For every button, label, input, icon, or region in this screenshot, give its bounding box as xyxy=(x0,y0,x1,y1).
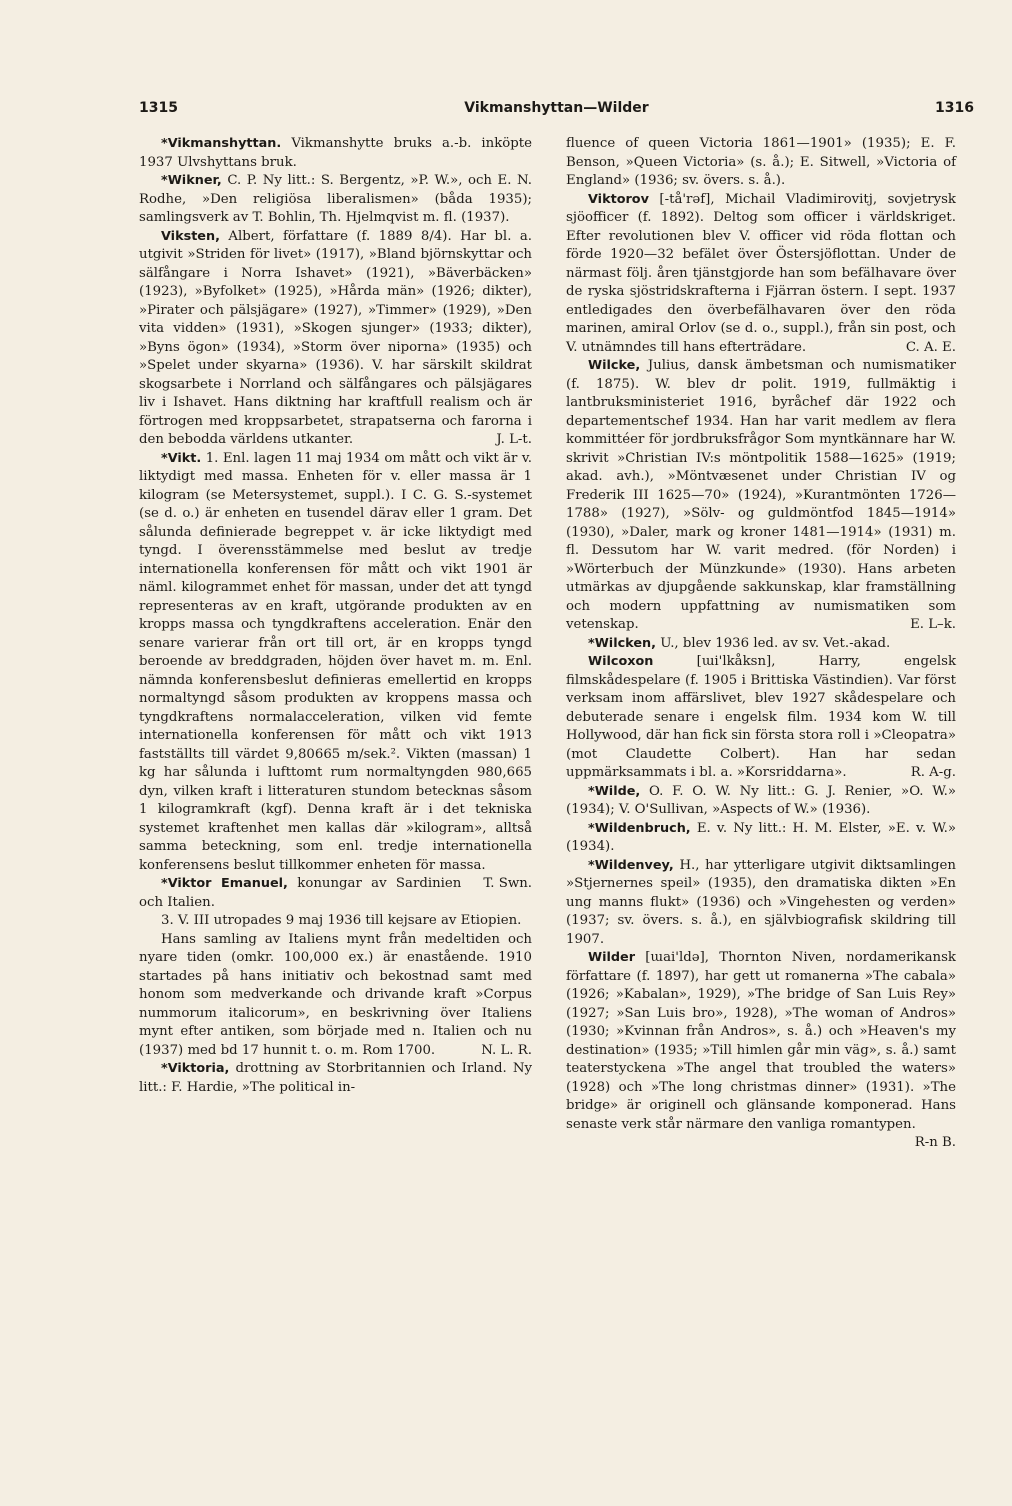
author-signature: N. L. R. xyxy=(481,1042,532,1058)
entry-text: U., blev 1936 led. av sv. Vet.-akad. xyxy=(655,635,891,651)
author-signature: R. A-g. xyxy=(910,765,956,780)
entry-headword: *Wildenbruch, xyxy=(588,820,691,836)
entry-text: fluence of queen Victoria 1861—1901» (1935); E. F. Benson, »Queen Victoria» (s. å.); E. Sitwell, »Victoria of England» (1936; sv. övers. s. å.). xyxy=(566,136,956,188)
entry-headword: *Vikmanshyttan. xyxy=(161,136,282,151)
entry-text: H., har ytterligare utgivit diktsamlingen »Stjernernes speil» (1935), den dramatiska dikten »En ung manns flukt» (1936) och »Vingehesten og verden» (1937; sv. övers. s. å.), en självbiografisk skildring till 1907. xyxy=(566,857,956,947)
article-entry xyxy=(566,635,956,654)
article-entry xyxy=(139,931,532,1061)
article-entry xyxy=(139,912,532,931)
entry-text: Julius, dansk ämbetsman och numismatiker (f. 1875). W. blev dr polit. 1919, fullmäktig i lantbruksministeriet 1916, byråchef där 1922 och departementschef 1934. Han har varit medlem av flera kommittéer för jordbruksfrågor Som myntkännare har W. skrivit »Christian IV:s möntpolitik 1588—1625» (1919; akad. avh.), »Möntvæsenet under Christian IV og Frederik III 1625—70» (1924), »Kurantmönten 1726—1788» (1927), »Sölv- og guldmöntfod 1845—1914» (1930), »Daler, mark og kroner 1481—1914» (1931) m. fl. Dessutom har W. varit medred. (för Norden) i »Wörterbuch der Münzkunde» (1930). Hans arbeten utmärkas av djupgående sakkunskap, klar framställning och modern uppfattning av numismatiken som vetenskap. xyxy=(566,358,956,632)
article-entry xyxy=(566,357,956,635)
author-signature: R-n B. xyxy=(914,1135,956,1150)
entry-headword: *Viktor Emanuel, xyxy=(161,876,288,891)
article-entry xyxy=(566,857,956,950)
entry-headword: *Vikt. xyxy=(161,450,202,466)
article-entry xyxy=(139,172,532,228)
entry-headword: Wilcke, xyxy=(588,358,641,373)
entry-text: 3. V. III utropades 9 maj 1936 till kejsare av Etiopien. xyxy=(161,913,522,928)
article-entry xyxy=(566,820,956,857)
entry-headword: Viksten, xyxy=(161,228,220,244)
right-column xyxy=(566,135,956,1153)
article-entry xyxy=(566,191,956,358)
entry-text: Vikmanshytte bruks a.-b. inköpte 1937 Ulvshyttans bruk. xyxy=(139,136,532,170)
article-entry xyxy=(139,1060,532,1097)
entry-text: C. P. Ny litt.: S. Bergentz, »P. W.», och E. N. Rodhe, »Den religiösa liberalismen» (båda 1935); samlingsverk av T. Bohlin, Th. Hjelmqvist m. fl. (1937). xyxy=(139,173,532,225)
article-entry xyxy=(566,135,956,191)
entry-headword: Wilder xyxy=(588,950,636,965)
left-column xyxy=(139,135,532,1097)
article-entry xyxy=(566,783,956,820)
entry-text: O. F. O. W. Ny litt.: G. J. Renier, »O. W.» (1934); V. O'Sullivan, »Aspects of W.» (1936). xyxy=(566,783,956,817)
entry-headword: *Wilcken, xyxy=(588,635,656,651)
author-signature: C. A. E. xyxy=(905,339,956,355)
author-signature: J. L-t. xyxy=(496,432,532,447)
entry-headword: *Viktoria, xyxy=(161,1061,230,1076)
running-title: Vikmanshyttan—Wilder xyxy=(464,100,649,116)
article-entry xyxy=(139,228,532,450)
page-number-left: 1315 xyxy=(139,100,178,116)
entry-headword: *Wikner, xyxy=(161,173,222,188)
article-entry xyxy=(566,653,956,783)
entry-text: [-tå'rəf], Michail Vladimirovitj, sovjetrysk sjöofficer (f. 1892). Deltog som officer i världskriget. Efter revolutionen blev V. officer vid röda flottan och förde 1920—32 befälet över Östersjöflottan. Under de närmast följ. åren tjänstgjorde han som befälhavare över de ryska sjöstridskrafterna i Fjärran östern. I sept. 1937 entledigades den överbefälhavaren över den röda marinen, amiral Orlov (se d. o., suppl.), från sin post, och V. utnämndes till hans efterträdare. xyxy=(566,191,956,355)
running-header xyxy=(139,100,974,122)
entry-headword: Wilcoxon xyxy=(588,654,654,669)
entry-text: konungar av Sardinien och Italien. xyxy=(139,876,462,910)
entry-headword: *Wilde, xyxy=(588,783,641,799)
entry-text: [ɯai'ldə], Thornton Niven, nordamerikansk författare (f. 1897), har gett ut romanerna »The cabala» (1926; »Kabalan», 1929), »The bridge of San Luis Rey» (1927; »San Luis bro», 1928), »The woman of Andros» (1930; »Kvinnan från Andros», s. å.) och »Heaven's my destination» (1935; »Till himlen går min väg», s. å.) samt teaterstyckena »The angel that troubled the waters» (1928) och »The long christmas dinner» (1931). »The bridge» är originell och glänsande komponerad. Hans senaste verk står närmare den vanliga romantypen. xyxy=(566,950,956,1132)
entry-text: drottning av Storbritannien och Irland. Ny litt.: F. Hardie, »The political in- xyxy=(139,1061,532,1095)
author-signature: T. Swn. xyxy=(483,876,532,891)
entry-text: 1. Enl. lagen 11 maj 1934 om mått och vikt är v. liktydigt med massa. Enheten för v. eller massa är 1 kilogram (se Metersystemet, suppl.). I C. G. S.-systemet (se d. o.) är enheten en tusendel därav eller 1 gram. Det sålunda definierade begreppet v. är icke liktydigt med tyngd. I överensstämmelse med beslut av tredje internationella konferensen för mått och vikt 1901 är näml. kilogrammet enhet för massan, under det att tyngd representeras av en kraft, utgörande produkten av en kropps massa och tyngdkraftens acceleration. Enär den senare varierar från ort till ort, är en kropps tyngd beroende av breddgraden, höjden över havet m. m. Enl. nämnda konferensbeslut definieras emellertid en kropps normaltyngd såsom produkten av kroppens massa och tyngdkraftens normalacceleration, vilken vid femte internationella konferensen för mått och vikt 1913 fastställts till värdet 9,80665 m/sek.². Vikten (massan) 1 kg har sålunda i lufttomt rum normaltyngden 980,665 dyn, vilken kraft i litteraturen stundom betecknas såsom 1 kilogramkraft (kgf). Denna kraft är i det tekniska systemet kraftenhet men kallas där »kilogram», alltså samma beteckning, som enl. tredje internationella konferensens beslut tillkommer enheten för massa. xyxy=(139,450,532,873)
entry-text: [ɯi'lkåksn], Harry, engelsk filmskådespelare (f. 1905 i Brittiska Västindien). Var först verksam inom affärslivet, blev 1927 skådespelare och debuterade senare i engelsk film. 1934 kom W. till Hollywood, där han fick sin första stora roll i »Cleopatra» (mot Claudette Colbert). Han har sedan uppmärksammats i bl. a. »Korsriddarna». xyxy=(566,654,956,780)
entry-headword: *Wildenvey, xyxy=(588,857,674,873)
entry-text: Albert, författare (f. 1889 8/4). Har bl. a. utgivit »Striden för livet» (1917), »Bland björnskyttar och sälfångare i Norra Ishavet» (1921), »Bäverbäcken» (1923), »Byfolket» (1925), »Hårda män» (1926; dikter), »Pirater och pälsjägare» (1927), »Timmer» (1929), »Den vita vidden» (1931), »Skogen sjunger» (1933; dikter), »Byns ögon» (1934), »Storm över niporna» (1935) och »Spelet under skyarna» (1936). V. har särskilt skildrat skogsarbete i Norrland och sälfångares och pälsjägares liv i Ishavet. Hans diktning har kraftfull realism och är förtrogen med kroppsarbetet, strapatserna och farorna i den bebodda världens utkanter. xyxy=(139,228,532,447)
article-entry xyxy=(566,949,956,1150)
entry-text: Hans samling av Italiens mynt från medeltiden och nyare tiden (omkr. 100,000 ex.) är enastående. 1910 startades på hans initiativ och bekostnad samt med honom som medverkande och drivande kraft »Corpus nummorum italicorum», en beskrivning över Italiens mynt efter antiken, som började med n. Italien och nu (1937) med bd 17 hunnit t. o. m. Rom 1700. xyxy=(139,931,532,1058)
entry-text: E. v. Ny litt.: H. M. Elster, »E. v. W.» (1934). xyxy=(566,820,956,854)
entry-headword: Viktorov xyxy=(588,191,649,207)
page-number-right: 1316 xyxy=(935,100,974,116)
article-entry xyxy=(139,135,532,172)
author-signature: E. L–k. xyxy=(910,617,956,632)
